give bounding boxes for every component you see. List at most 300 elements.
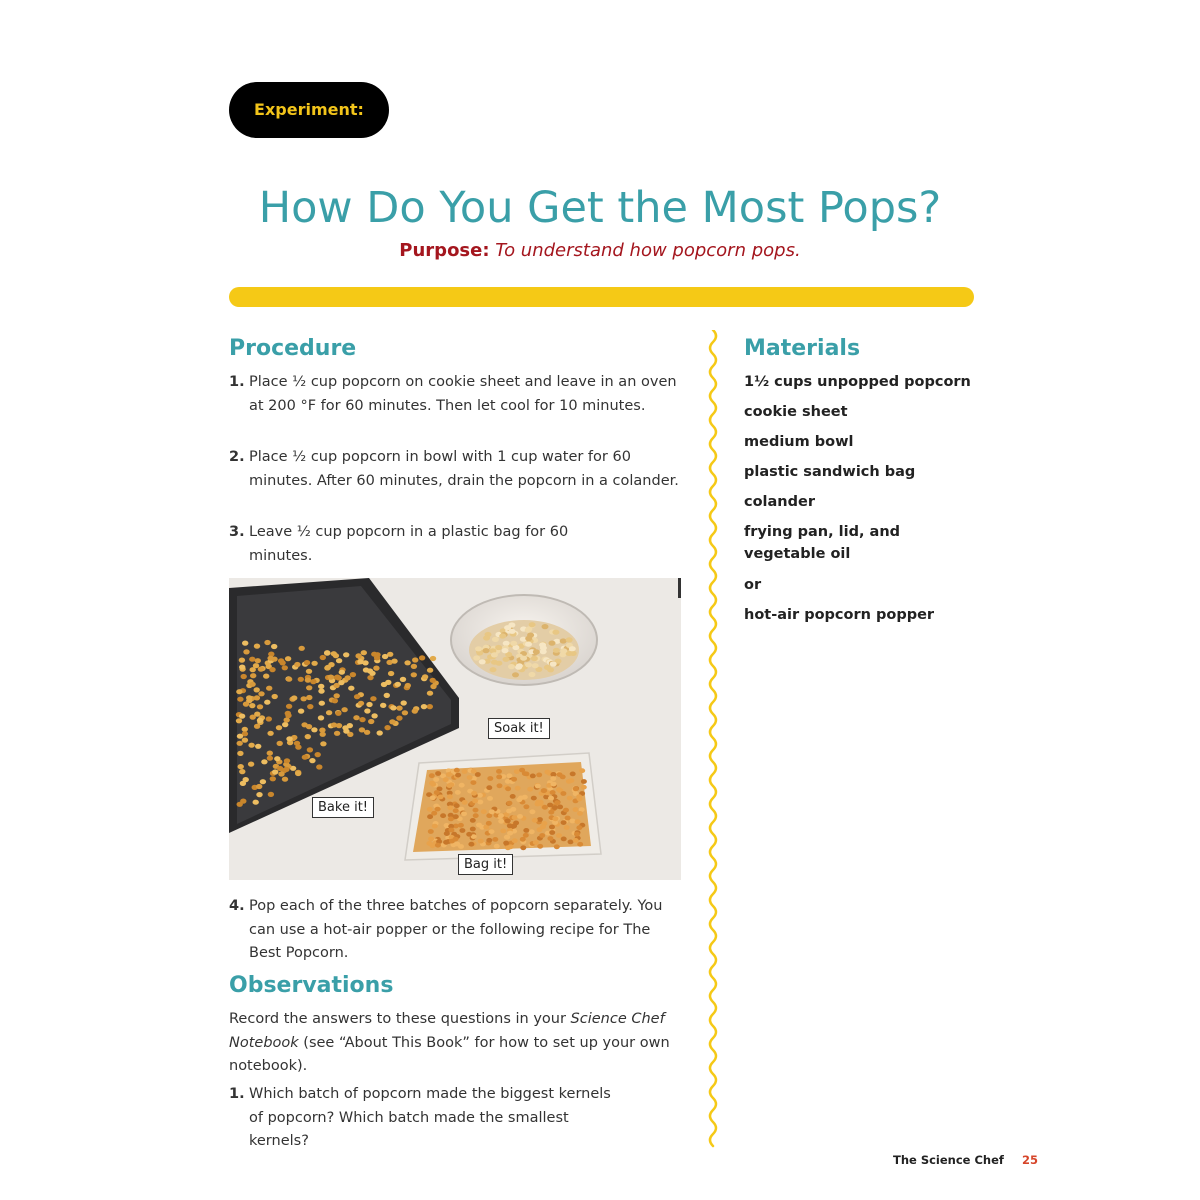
kernel [529,672,536,677]
kernel [306,685,312,690]
kernel [575,819,581,824]
kernel [473,808,479,813]
material-item: hot-air popcorn popper [744,607,935,623]
kernel [454,803,460,808]
kernel [253,663,259,668]
kernel [380,703,386,708]
kernel [307,747,313,752]
kernel [427,704,433,709]
kernel [243,702,249,707]
kernel [353,715,359,720]
kernel [489,829,495,834]
kernel [473,655,480,660]
kernel [319,728,325,733]
kernel [473,813,479,818]
kernel [567,796,573,801]
kernel [237,802,243,807]
kernel [520,837,526,842]
kernel [241,674,247,679]
kernel [535,784,541,789]
kernel [237,697,243,702]
material-item: frying pan, lid, and vegetable oil [744,524,901,562]
footer-book-title: The Science Chef [893,1153,1004,1167]
kernel [364,708,370,713]
kernel [502,648,509,653]
kernel [319,701,325,706]
kernel [254,695,260,700]
kernel [396,706,402,711]
purpose-line [0,240,1200,261]
kernel [525,642,532,647]
kernel [550,661,557,666]
kernel [270,776,276,781]
kernel [253,800,259,805]
kernel [254,724,260,729]
kernel [336,723,342,728]
kernel [525,662,532,667]
kernel [412,709,418,714]
kernel [453,808,459,813]
kernel [448,828,454,833]
kernel [328,675,334,680]
kernel [282,665,288,670]
kernel [395,682,401,687]
kernel [428,829,434,834]
kernel [438,795,444,800]
kernel [412,657,418,662]
kernel [278,771,284,776]
kernel [258,667,264,672]
kernel [472,799,478,804]
kernel [530,774,536,779]
kernel [514,769,520,774]
kernel [506,801,512,806]
kernel [334,693,340,698]
kernel [430,795,436,800]
kernel [448,782,454,787]
kernel [334,675,340,680]
kernel [496,775,502,780]
kernel [301,696,307,701]
kernel [335,711,341,716]
kernel [579,768,585,773]
kernel [496,769,502,774]
kernel [285,656,291,661]
kernel [286,736,292,741]
kernel [533,840,539,845]
kernel [405,683,411,688]
kernel [443,840,449,845]
kernel [563,808,569,813]
kernel [455,790,461,795]
kernel [453,837,459,842]
kernel [294,662,300,667]
kernel [286,677,292,682]
kernel [371,713,377,718]
kernel [427,691,433,696]
kernel [366,702,372,707]
kernel [249,703,255,708]
kernel [459,828,465,833]
kernel [492,837,498,842]
kernel [277,766,283,771]
kernel [304,660,310,665]
kernel [246,695,252,700]
kernel [574,832,580,837]
question-text: Which batch of popcorn made the biggest kernels of popcorn? Which batch made the smallest kernels? [249,1086,611,1149]
kernel [505,779,511,784]
observation-question [229,1083,684,1154]
question-number: 1. [229,1086,245,1102]
kernel [359,717,365,722]
kernel [577,797,583,802]
kernel [515,786,521,791]
intro-text-end: (see “About This Book” for how to set up your own notebook). [229,1034,670,1074]
kernel [547,836,553,841]
kernel [361,650,367,655]
kernel [264,640,270,645]
kernel [510,641,517,646]
kernel [440,813,446,818]
kernel [523,828,529,833]
kernel [255,744,261,749]
kernel [282,777,288,782]
kernel [264,700,270,705]
kernel [432,824,438,829]
kernel [236,689,242,694]
material-item: plastic sandwich bag [744,464,916,480]
kernel [540,649,547,654]
kernel [565,816,571,821]
kernel [299,646,305,651]
kernel [470,818,476,823]
kernel [561,820,567,825]
kernel [343,652,349,657]
kernel [470,780,476,785]
kernel [427,668,433,673]
kernel [284,758,290,763]
kernel [486,785,492,790]
kernel [250,673,256,678]
kernel [454,768,460,773]
kernel [512,838,518,843]
kernel [256,792,262,797]
kernel [435,843,441,848]
kernel [286,704,292,709]
kernel [529,809,535,814]
kernel [242,738,248,743]
kernel [347,723,353,728]
kernel [498,813,504,818]
kernel [431,811,437,816]
kernel [309,758,315,763]
wavy-column-divider [703,330,723,1150]
kernel [573,838,579,843]
kernel [477,793,483,798]
kernel [497,783,503,788]
kernel [492,637,499,642]
kernel [291,695,297,700]
kernel [560,648,567,653]
kernel [475,646,482,651]
kernel [444,831,450,836]
kernel [581,779,587,784]
page-number: 25 [1022,1153,1039,1167]
kernel [272,769,278,774]
kernel [430,684,436,689]
step-text: Leave ½ cup popcorn in a plastic bag for 60 minutes. [249,524,569,564]
kernel [459,783,465,788]
kernel [382,654,388,659]
kernel [333,653,339,658]
kernel [569,646,576,651]
kernel [509,629,516,634]
kernel [332,698,338,703]
kernel [336,658,342,663]
kernel [544,770,550,775]
procedure-step [229,371,684,418]
kernel [533,649,540,654]
kernel [339,670,345,675]
kernel [461,811,467,816]
kernel [239,769,245,774]
kernel [295,771,301,776]
kernel [551,782,557,787]
kernel [401,700,407,705]
kernel [430,656,436,661]
kernel [556,833,562,838]
kernel [370,696,376,701]
material-item: 1½ cups unpopped popcorn [744,374,971,390]
kernel [453,814,459,819]
kernel [266,686,272,691]
kernel [257,704,263,709]
kernel [254,687,260,692]
kernel [430,678,436,683]
kernel [248,743,254,748]
kernel [556,787,562,792]
kernel [267,756,273,761]
kernel [384,725,390,730]
kernel [471,791,477,796]
kernel [276,725,282,730]
kernel [552,630,559,635]
kernel [258,691,264,696]
kernel [374,655,380,660]
kernel [311,727,317,732]
observations-heading: Observations [229,973,394,998]
kernel [561,837,567,842]
kernel [504,835,510,840]
experiment-tag: Experiment: [229,82,389,138]
kernel [549,641,556,646]
kernel [358,701,364,706]
kernel [267,751,273,756]
kernel [570,651,577,656]
kernel [527,787,533,792]
kernel [350,672,356,677]
kernel [458,823,464,828]
kernel [548,796,554,801]
kernel [359,727,365,732]
bag-label: Bag it! [458,854,513,875]
kernel [479,659,486,664]
kernel [249,657,255,662]
kernel [324,650,330,655]
kernel [316,764,322,769]
kernel [557,772,563,777]
kernel [476,823,482,828]
kernel [298,677,304,682]
kernel [256,784,262,789]
yellow-divider-bar [229,287,974,307]
kernel [455,773,461,778]
kernel [237,734,243,739]
kernel [517,814,523,819]
kernel [544,665,551,670]
kernel [553,648,560,653]
kernel [307,704,313,709]
purpose-label: Purpose: [399,240,490,261]
kernel [447,794,453,799]
kernel [239,714,245,719]
kernel [435,807,441,812]
kernel [510,794,516,799]
kernel [261,759,267,764]
kernel [487,796,493,801]
kernel [462,769,468,774]
kernel [512,672,519,677]
procedure-heading: Procedure [229,336,357,361]
kernel [577,842,583,847]
kernel [550,790,556,795]
kernel [239,665,245,670]
kernel [422,674,428,679]
kernel [529,829,535,834]
kernel [239,658,245,663]
kernel [377,730,383,735]
kernel [283,767,289,772]
kernel [503,641,510,646]
kernel [542,624,549,629]
kernel [532,663,539,668]
kernel [513,821,519,826]
kernel [284,717,290,722]
kernel [443,777,449,782]
kernel [566,637,573,642]
kernel [531,656,538,661]
kernel [494,844,500,849]
kernel [512,815,518,820]
kernel [305,678,311,683]
material-item: cookie sheet [744,404,848,420]
kernel [243,649,249,654]
kernel [306,695,312,700]
kernel [570,819,576,824]
kernel [255,658,261,663]
procedure-step [229,895,684,966]
kernel [527,633,534,638]
kernel [271,644,277,649]
kernel [498,819,504,824]
kernel [532,818,538,823]
kernel [306,724,312,729]
kernel [568,840,574,845]
kernel [520,656,527,661]
kernel [427,814,433,819]
kernel [573,807,579,812]
kernel [368,719,374,724]
kernel [491,652,498,657]
kernel [576,825,582,830]
kernel [540,824,546,829]
kernel [254,644,260,649]
kernel [384,693,390,698]
kernel [248,762,254,767]
kernel [470,827,476,832]
kernel [427,807,433,812]
step-text: Place ½ cup popcorn in bowl with 1 cup water for 60 minutes. After 60 minutes, drain the popcorn in a colander. [249,449,679,489]
kernel [506,773,512,778]
kernel [508,844,514,849]
kernel [520,845,526,850]
kernel [411,664,417,669]
kernel [516,797,522,802]
kernel [499,633,506,638]
purpose-text: To understand how popcorn pops. [495,240,801,261]
kernel [573,787,579,792]
kernel [257,718,263,723]
kernel [490,667,497,672]
kernel [537,817,543,822]
kernel [345,675,351,680]
kernel [554,844,560,849]
kernel [489,809,495,814]
kernel [391,659,397,664]
kernel [396,716,402,721]
kernel [577,811,583,816]
kernel [433,777,439,782]
kernel [539,642,546,647]
kernel [318,684,324,689]
kernel [242,727,248,732]
kernel [324,665,330,670]
kernel [411,672,417,677]
kernel [237,741,243,746]
kernel [491,660,498,665]
kernel [363,667,369,672]
kernel [508,664,515,669]
kernel [523,833,529,838]
kernel [240,781,246,786]
kernel [560,791,566,796]
kernel [468,842,474,847]
kernel [560,638,567,643]
kernel [549,830,555,835]
popcorn-photo [229,578,681,884]
kernel [447,805,453,810]
kernel [334,731,340,736]
kernel [429,773,435,778]
kernel [306,669,312,674]
materials-heading: Materials [744,336,861,361]
kernel [320,741,326,746]
kernel [557,805,563,810]
kernel [467,775,473,780]
kernel [298,709,304,714]
kernel [495,645,502,650]
kernel [354,694,360,699]
